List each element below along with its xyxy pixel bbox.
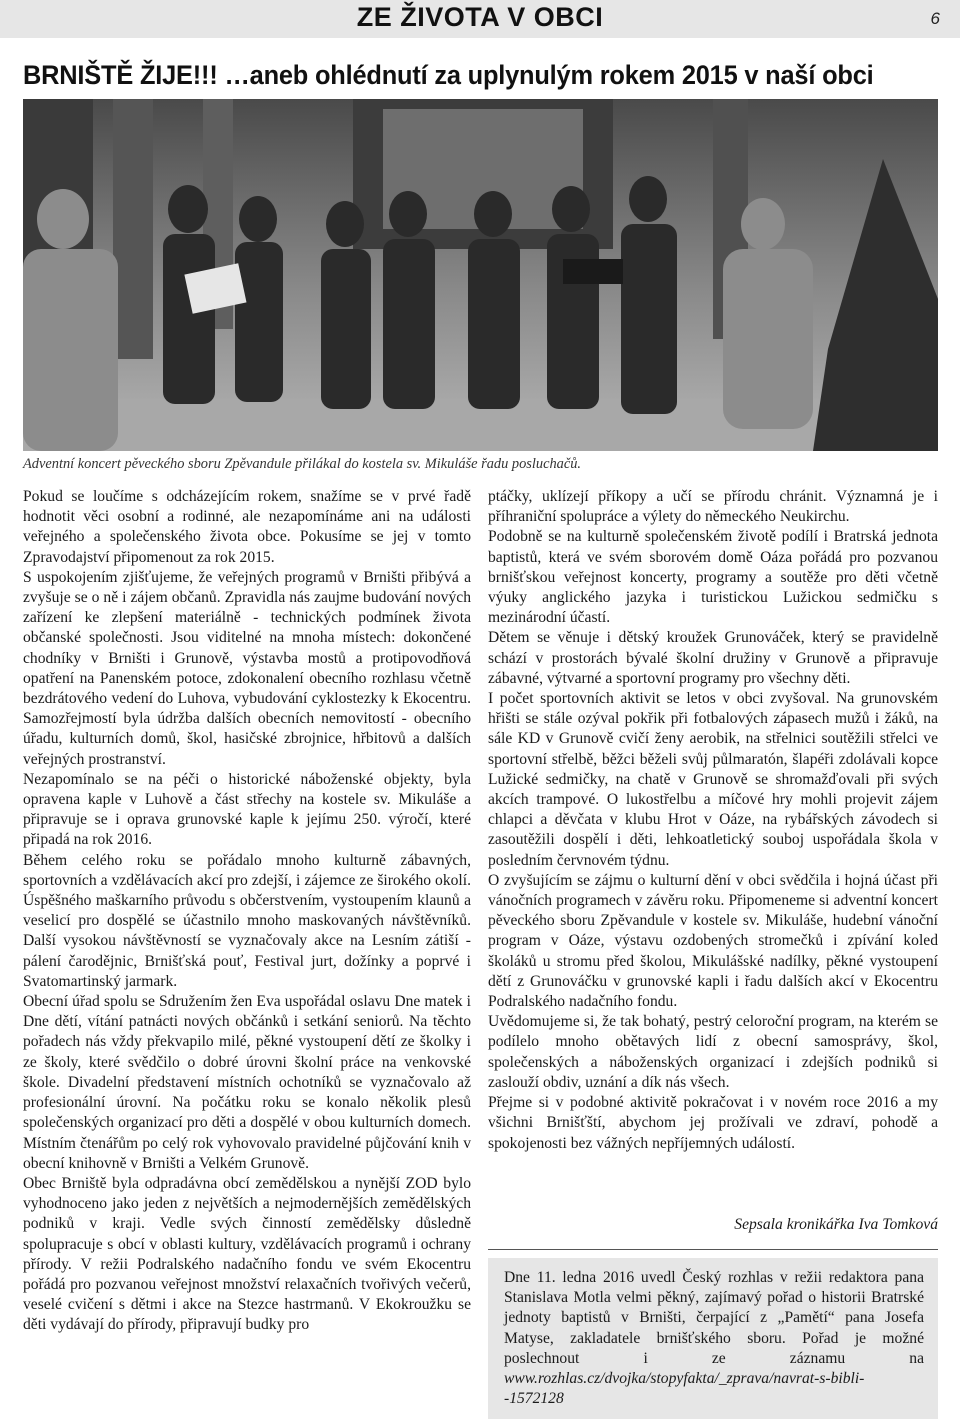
author-signature: Sepsala kronikářka Iva Tomková: [734, 1216, 938, 1233]
article-paragraph: Dětem se věnuje i dětský kroužek Grunováček, který se pravidelně schází v prostorách bývalé školní družiny v Grunově a připravuje zábavné, výtvarné a sportovní programy pro všechny děti.: [488, 629, 938, 687]
article-paragraph: Pokud se loučíme s odcházejícím rokem, snažíme se v prvé řadě hodnotit věci osobní a rodinné, ale nezapomínáme ani na události veřejného a společenského života obce. Pokusíme se jej v tomto Zpravodajství připomenout za rok 2015.: [23, 488, 471, 566]
article-paragraph: Uvědomujeme si, že tak bohatý, pestrý celoroční program, na kterém se podílelo mnoho obětavých lidí z obecní samosprávy, škol, společenských a náboženských organizací i zdejších podniků si zaslouží obdiv, uznání a dík nás všech.: [488, 1013, 938, 1091]
radio-link[interactable]: www.rozhlas.cz/dvojka/stopyfakta/_zprava/navrat-s-bibli--1572128: [504, 1370, 865, 1408]
radio-note-text: Dne 11. ledna 2016 uvedl Český rozhlas v režii redaktora pana Stanislava Motla velmi pěkný, zajímavý pořad o historii Bratrské jednoty baptistů v Brništi, čerpající z „Pamětí“ pana Josefa Matyse, zakladatele brnišťského sboru. Pořad je možné poslechnout i ze záznamu na: [504, 1269, 924, 1367]
article-paragraph: Během celého roku se pořádalo mnoho kulturně zábavných, sportovních a vzdělávacích akcí pro zdejší, i zájemce ze širokého okolí. Úspěšného maškarního průvodu s občerstvením, vystoupením klaunů a veselicí pro dospělé se účastnilo mnoho maskovaných návštěvníků. Další vysokou návštěvností se vyznačovaly akce na Lesním zátiší - pálení čarodějnic, Brnišťská pouť, Festival jurt, dožínky a poprvé i Svatomartinský jarmark.: [23, 851, 471, 990]
article-column-left: [23, 487, 471, 1336]
section-header: [0, 0, 960, 38]
article-paragraph: Obec Brniště byla odpradávna obcí zemědělskou a nynější ZOD bylo vyhodnoceno jako jeden z největších a nejmodernějších zemědělských podniků v kraji. Vedle svých činností zemědělsky důsledně spolupracuje s obcí v oblasti kultury, vzdělávacích programů i ochrany přírody. V režii Podralského nadačního fondu ve svém Ekocentru pořádá pro pozvanou veřejnost množství relaxačních tvořivých večerů, veselé cvičení s dětmi i akce na Stezce hastrmanů. V Ekokroužku se děti vydávají do přírody, připravují budky pro: [23, 1174, 471, 1334]
article-paragraph: ptáčky, uklízejí příkopy a učí se přírodu chránit. Významná je i příhraniční spolupráce a výlety do německého Neukirchu.: [488, 488, 938, 526]
article-paragraph: O zvyšujícím se zájmu o kulturní dění v obci svědčila i hojná účast při vánočních programech v závěru roku. Připomeneme si adventní koncert pěveckého sboru Zpěvandule v kostele sv. Mikuláše, hudební vánoční program v Oáze, výstavu ozdobených stromečků i zpívání koled školáků u stromu před školou, Mikulášské nadílky, pěkné vystoupení dětí z Grunováčku v grunovské kapli i řadu dalších akcí v Ekocentru Podralského nadačního fondu.: [488, 871, 938, 1011]
article-headline: BRNIŠTĚ ŽIJE!!! …aneb ohlédnutí za uplynulým rokem 2015 v naší obci: [23, 60, 874, 90]
article-paragraph: Obecní úřad spolu se Sdružením žen Eva uspořádal oslavu Dne matek i Dne dětí, vítání patnácti nových občánků i setkání seniorů. Na těchto pořadech nás vždy překvapilo milé, pěkné vystoupení dětí ze školky i ze školy, které svědčilo o dobré úrovni školní práce na venkovské škole. Divadelní představení místních ochotníků se vyznačovalo až profesionální úrovní. Na počátku roku se konalo několik plesů společenských organizací pro děti a dospělé v obou kulturních domech. Místním čtenářům po celý rok vyhovovalo pravidelné půjčování knih v obecní knihovně v Brništi a Velkém Grunově.: [23, 993, 471, 1172]
article-paragraph: Podobně se na kulturně společenském životě podílí i Bratrská jednota baptistů, která ve svém sborovém domě Oáza pořádá pro pozvanou brnišťskou veřejnost koncerty, programy a soutěže pro děti včetně výuky anglického jazyka i turistickou Lužickou sedmičku s mezinárodní účastí.: [488, 528, 938, 627]
article-paragraph: I počet sportovních aktivit se letos v obci zvyšoval. Na grunovském hřišti se stále ozýval pokřik při fotbalových zápasech mužů i žáků, na sále KD v Grunově cvičí ženy aerobik, na střelnici soutěžili střelci ve sportovní střelbě, běžci běželi svůj půlmaratón, šlapéři zdolávali kopce Lužické sedmičky, na chatě v Grunově se shromažďovali při svých akcích trampové. O lukostřelbu a míčové hry mohli projevit zájem chlapci a děvčata v klubu Hrot v Oáze, na rybářských závodech si zasoutěžili dospělí i děti, lehkoatletický souboj uspořádala škola v posledním červnovém týdnu.: [488, 690, 938, 869]
article-paragraph: Přejme si v podobné aktivitě pokračovat i v novém roce 2016 a my všichni Brnišťští, abychom jej prožívali ve zdraví, pohodě a spokojenosti bez vážných nepříjemných událostí.: [488, 1094, 938, 1152]
radio-note-box: [488, 1258, 938, 1419]
concert-photo: [23, 99, 938, 451]
article-paragraph: S uspokojením zjišťujeme, že veřejných programů v Brništi přibývá a zvyšuje se o ně i zájem občanů. Zpravidla nás zaujme budování nových zařízení ke zlepšení materiálně - technických podmínek života občanské společnosti. Jsou viditelné na mnoha místech: dokončené chodníky v Brništi i Grunově, výstavba mostů a protipovodňová opatření na Panenském potoce, zdokonalení obecního rozhlasu včetně bezdrátového vedení do Luhova, vybudování cyklostezky k Ekocentru. Samozřejmostí byla údržba dalších obecních nemovitostí - obecního úřadu, kulturních domů, škol, hasičské zbrojnice, hřbitovů a dalších veřejných prostranství.: [23, 568, 471, 768]
box-divider: [488, 1249, 938, 1250]
page-number: 6: [930, 9, 940, 28]
photo-caption: Adventní koncert pěveckého sboru Zpěvandule přilákal do kostela sv. Mikuláše řadu posluchačů.: [23, 456, 582, 472]
article-paragraph: Nezapomínalo se na péči o historické náboženské objekty, byla opravena kaple v Luhově a část střechy na kostele sv. Mikuláše a připravuje se i oprava grunovské kaple k jejímu 250. výročí, které připadá na rok 2016.: [23, 770, 471, 849]
section-title: ZE ŽIVOTA V OBCI: [356, 2, 604, 32]
article-column-right: [488, 487, 938, 1154]
